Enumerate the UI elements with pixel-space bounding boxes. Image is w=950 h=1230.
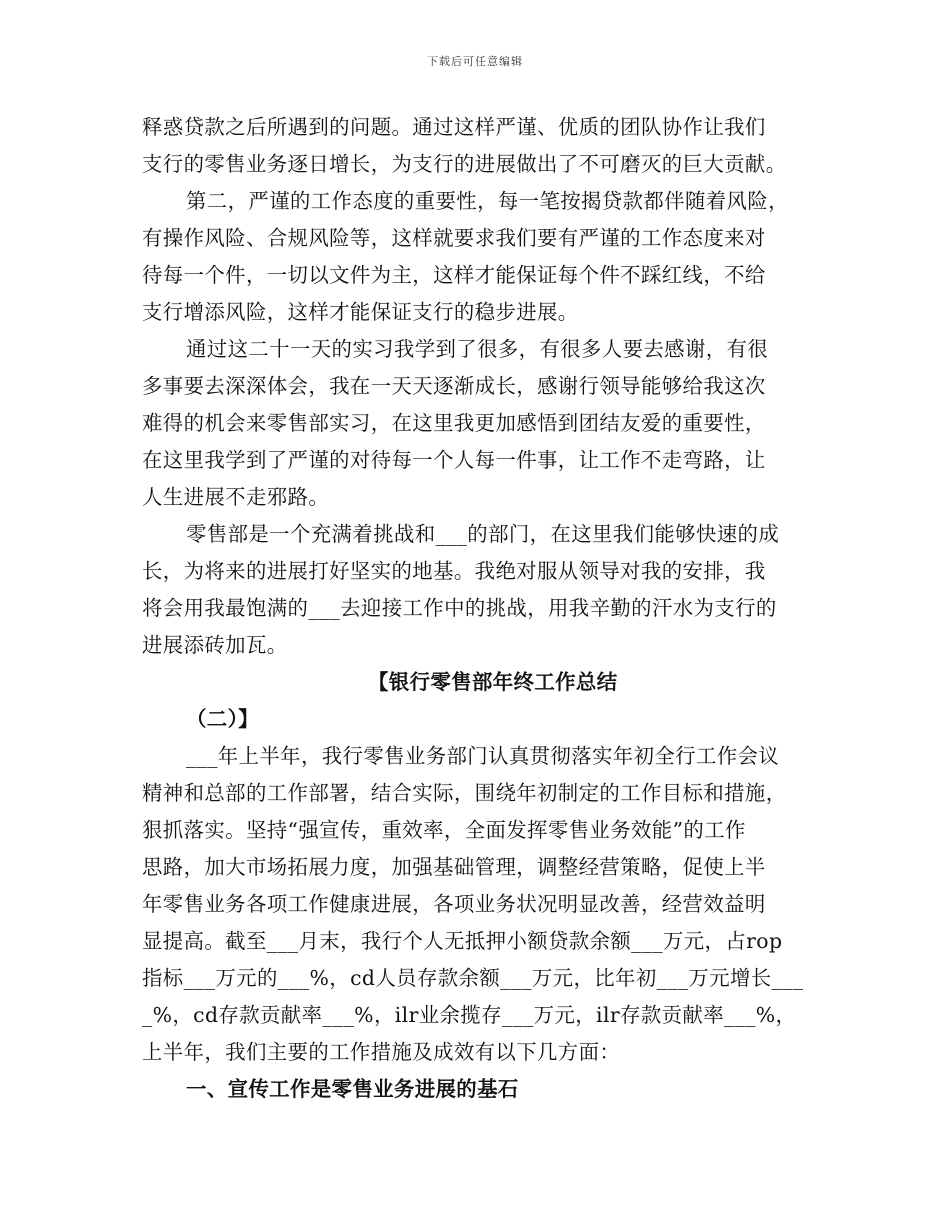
paragraph-line: 年零售业务各项工作健康进展，各项业务状况明显改善，经营效益明	[142, 892, 766, 916]
paragraph-line: 精神和总部的工作部署，结合实际，围绕年初制定的工作目标和措施，	[142, 781, 787, 805]
paragraph-line: _%，cd存款贡献率___%，ilr业余揽存___万元，ilr存款贡献率___%，	[142, 1003, 797, 1027]
section-title-continued: （二）】	[186, 707, 259, 731]
paragraph-line: 狠抓落实。坚持“强宣传，重效率，全面发挥零售业务效能”的工作	[142, 818, 746, 842]
paragraph-line: 指标___万元的___%，cd人员存款余额___万元，比年初___万元增长___	[142, 966, 804, 990]
document-body	[142, 109, 822, 1108]
paragraph-line: 进展添砖加瓦。	[142, 633, 288, 657]
page-header: 下载后可任意编辑	[427, 55, 523, 68]
paragraph-line: 多事要去深深体会，我在一天天逐渐成长，感谢行领导能够给我这次	[142, 374, 766, 398]
paragraph-line: 通过这二十一天的实习我学到了很多，有很多人要去感谢，有很	[186, 337, 769, 361]
paragraph-line: 人生进展不走邪路。	[142, 485, 330, 509]
paragraph-line: 待每一个件，一切以文件为主，这样才能保证每个件不踩红线，不给	[142, 263, 766, 287]
paragraph-line: 第二，严谨的工作态度的重要性，每一笔按揭贷款都伴随着风险，	[186, 189, 789, 213]
paragraph-line: ___年上半年，我行零售业务部门认真贯彻落实年初全行工作会议	[186, 744, 780, 768]
paragraph-line: 释惑贷款之后所遇到的问题。通过这样严谨、优质的团队协作让我们	[142, 115, 766, 139]
paragraph-line: 显提高。截至___月末，我行个人无抵押小额贷款余额___万元，占rop	[142, 929, 783, 953]
paragraph-line: 零售部是一个充满着挑战和___的部门，在这里我们能够快速的成	[186, 522, 780, 546]
paragraph-line: 长，为将来的进展打好坚实的地基。我绝对服从领导对我的安排，我	[142, 559, 766, 583]
section-title: 【银行零售部年终工作总结	[368, 670, 618, 694]
paragraph-line: 在这里我学到了严谨的对待每一个人每一件事，让工作不走弯路，让	[142, 448, 766, 472]
paragraph-line: 思路，加大市场拓展力度，加强基础管理，调整经营策略，促使上半	[142, 855, 766, 879]
paragraph-line: 支行增添风险，这样才能保证支行的稳步进展。	[142, 300, 579, 324]
paragraph-line: 难得的机会来零售部实习，在这里我更加感悟到团结友爱的重要性，	[142, 411, 766, 435]
subsection-heading: 一、宣传工作是零售业务进展的基石	[186, 1077, 519, 1101]
paragraph-line: 上半年，我们主要的工作措施及成效有以下几方面：	[142, 1040, 621, 1064]
paragraph-line: 支行的零售业务逐日增长，为支行的进展做出了不可磨灭的巨大贡献。	[142, 152, 787, 176]
paragraph-line: 将会用我最饱满的___去迎接工作中的挑战，用我辛勤的汗水为支行的	[142, 596, 777, 620]
paragraph-line: 有操作风险、合规风险等，这样就要求我们要有严谨的工作态度来对	[142, 226, 766, 250]
